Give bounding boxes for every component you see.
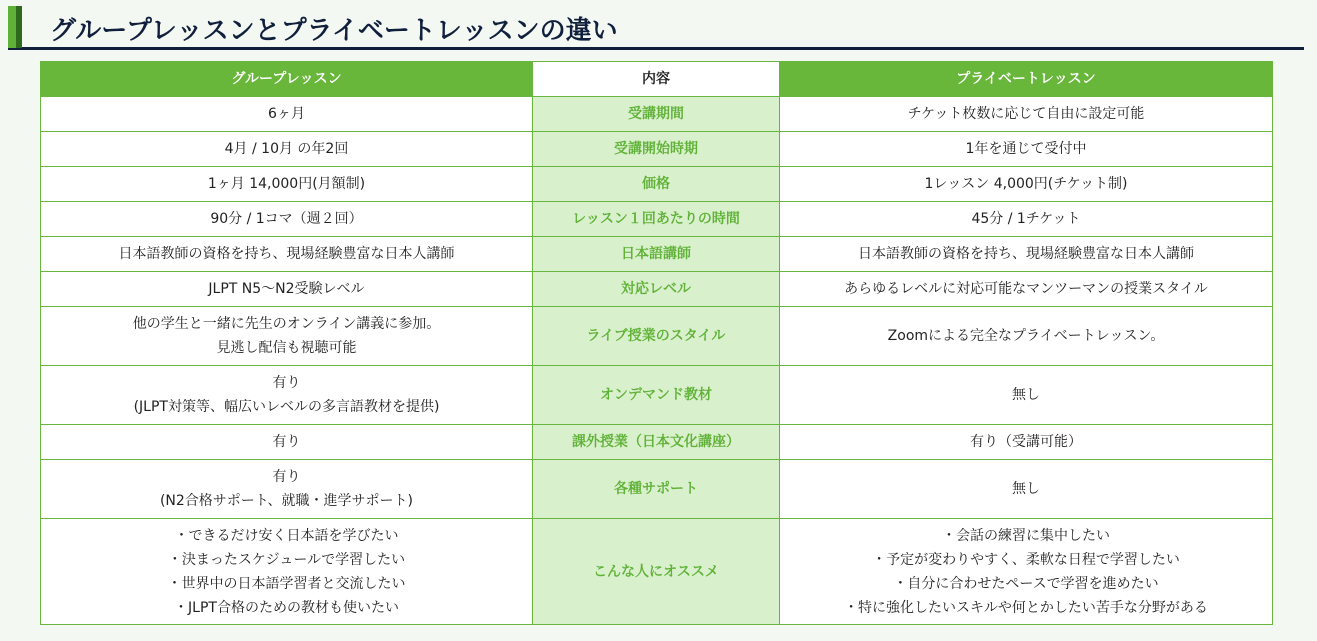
private-lesson-cell [780,519,1273,625]
group-lesson-cell-line: 他の学生と一緒に先生のオンライン講義に参加。 [132,316,441,332]
group-lesson-cell [41,272,533,307]
private-lesson-cell [780,425,1273,460]
private-lesson-cell [780,460,1273,519]
private-lesson-cell-line: 有り（受講可能） [970,434,1082,450]
private-lesson-cell-line: ・自分に合わせたペースで学習を進めたい [893,575,1159,592]
group-lesson-cell-line: 1ヶ月 14,000円(月額制) [207,176,366,192]
private-lesson-cell [780,366,1273,425]
private-lesson-cell-line: 45分 / 1チケット [971,211,1081,227]
header-content: 内容 [533,62,780,97]
private-lesson-cell [780,202,1273,237]
private-lesson-cell-line: ・予定が変わりやすく、柔軟な日程で学習したい [872,551,1180,568]
group-lesson-cell-line: 90分 / 1コマ（週２回） [210,211,363,227]
group-lesson-cell [41,425,533,460]
private-lesson-cell-line: ・特に強化したいスキルや何とかしたい苦手な分野がある [844,599,1208,616]
group-lesson-cell [41,519,533,625]
table-row [41,519,1273,625]
group-lesson-cell-line: ・できるだけ安く日本語を学びたい [174,527,399,544]
table-row [41,366,1273,425]
content-item-cell: 対応レベル [533,272,780,307]
private-lesson-cell [780,237,1273,272]
group-lesson-cell [41,237,533,272]
content-item-cell: こんな人にオススメ [533,519,780,625]
group-lesson-cell-line: 見逃し配信も視聴可能 [216,340,357,356]
content-item-cell: ライブ授業のスタイル [533,307,780,366]
content-item-cell: 受講期間 [533,97,780,132]
private-lesson-cell-line: 日本語教師の資格を持ち、現場経験豊富な日本人講師 [858,246,1194,262]
private-lesson-cell-line: 1レッスン 4,000円(チケット制) [924,176,1128,192]
private-lesson-cell [780,97,1273,132]
private-lesson-cell [780,307,1273,366]
table-row [41,202,1273,237]
table-row [41,460,1273,519]
content-item-cell: オンデマンド教材 [533,366,780,425]
content-item-cell: 価格 [533,167,780,202]
content-item-cell: 受講開始時期 [533,132,780,167]
group-lesson-cell-line: 有り [272,434,301,450]
group-lesson-cell-line: 日本語教師の資格を持ち、現場経験豊富な日本人講師 [118,246,455,262]
group-lesson-cell-line: ・世界中の日本語学習者と交流したい [167,575,406,592]
page-title: グループレッスンとプライベートレッスンの違い [50,16,618,46]
table-header-row [41,62,1273,97]
group-lesson-cell-line: 有り [272,375,301,391]
private-lesson-cell-line: 無し [1012,481,1040,497]
group-lesson-cell-line: 6ヶ月 [268,106,305,122]
content-item-cell: 課外授業（日本文化講座） [533,425,780,460]
private-lesson-cell [780,272,1273,307]
comparison-table [40,61,1273,625]
table-row [41,272,1273,307]
private-lesson-cell-line: 無し [1012,387,1040,403]
content-item-cell: 各種サポート [533,460,780,519]
table-row [41,237,1273,272]
group-lesson-cell [41,97,533,132]
table-row [41,167,1273,202]
private-lesson-cell [780,132,1273,167]
group-lesson-cell-line: JLPT N5〜N2受験レベル [208,281,365,297]
group-lesson-cell-line: 有り [272,469,301,485]
content-item-cell: 日本語講師 [533,237,780,272]
section-heading [8,6,1304,50]
table-row [41,425,1273,460]
group-lesson-cell [41,460,533,519]
private-lesson-cell [780,167,1273,202]
table-row [41,97,1273,132]
group-lesson-cell [41,132,533,167]
private-lesson-cell-line: Zoomによる完全なプライベートレッスン。 [887,328,1165,344]
group-lesson-cell-line: (JLPT対策等、幅広いレベルの多言語教材を提供) [133,399,440,415]
header-private-lesson: プライベートレッスン [780,62,1273,97]
group-lesson-cell-line: 4月 / 10月 の年2回 [224,141,349,157]
group-lesson-cell-line: ・決まったスケジュールで学習したい [167,551,406,568]
private-lesson-cell-line: 1年を通じて受付中 [965,141,1087,157]
content-item-cell: レッスン１回あたりの時間 [533,202,780,237]
header-group-lesson: グループレッスン [41,62,533,97]
group-lesson-cell [41,366,533,425]
group-lesson-cell-line: ・JLPT合格のための教材も使いたい [174,599,399,616]
group-lesson-cell-line: (N2合格サポート、就職・進学サポート) [159,493,414,509]
table-row [41,307,1273,366]
group-lesson-cell [41,167,533,202]
group-lesson-cell [41,307,533,366]
private-lesson-cell-line: ・会話の練習に集中したい [942,527,1110,544]
heading-accent-bar [8,6,22,48]
private-lesson-cell-line: チケット枚数に応じて自由に設定可能 [907,106,1145,122]
table-row [41,132,1273,167]
private-lesson-cell-line: あらゆるレベルに対応可能なマンツーマンの授業スタイル [844,281,1208,297]
group-lesson-cell [41,202,533,237]
